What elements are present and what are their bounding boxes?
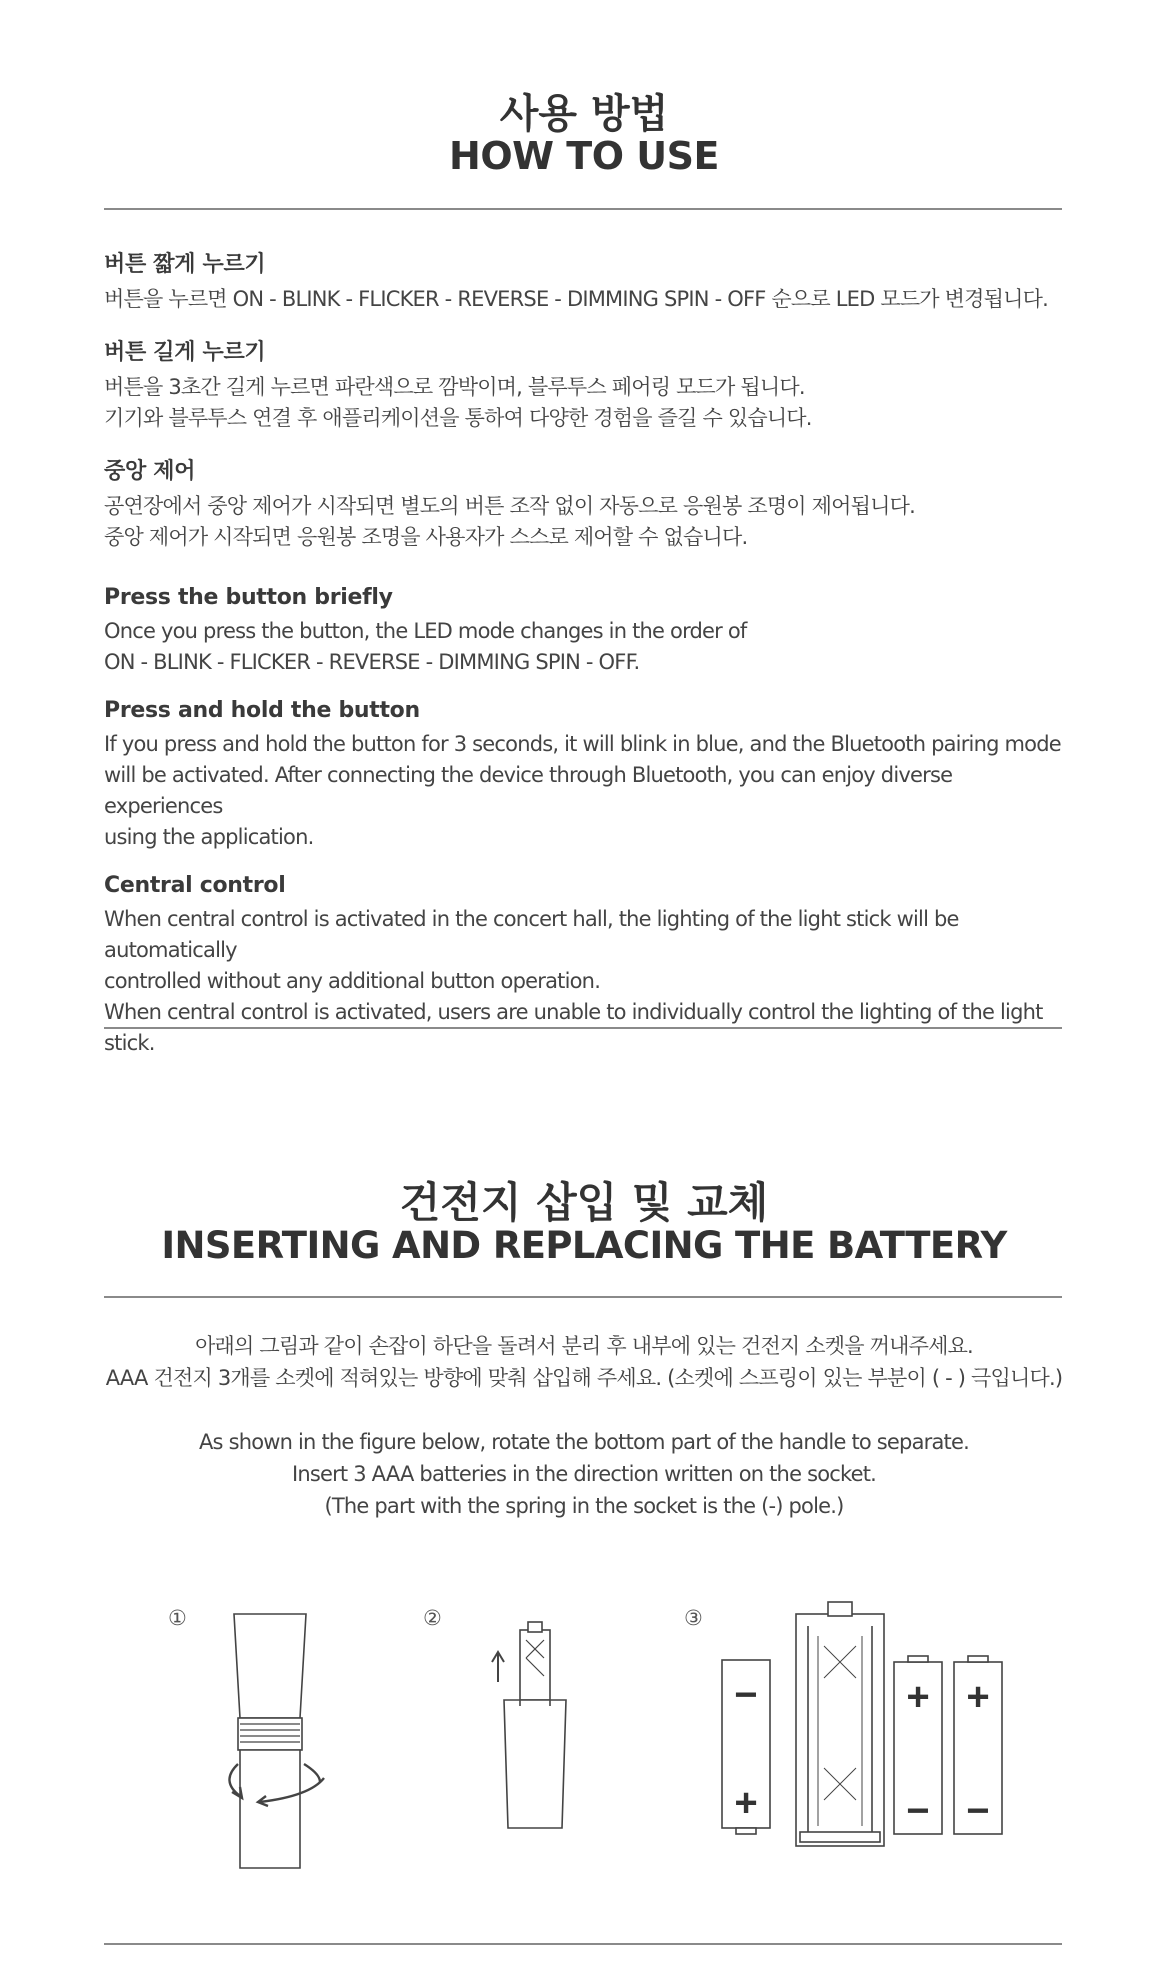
en-line: Once you press the button, the LED mode changes in the order of — [104, 619, 747, 643]
minus-sign: − — [966, 1789, 990, 1833]
en-line: When central control is activated in the concert hall, the lighting of the light stick will be automatically — [104, 907, 959, 962]
ko-line: 버튼을 누르면 ON - BLINK - FLICKER - REVERSE - DIMMING SPIN - OFF 순으로 LED 모드가 변경됩니다. — [104, 287, 1048, 311]
en-line: ON - BLINK - FLICKER - REVERSE - DIMMING SPIN - OFF. — [104, 650, 640, 674]
step-number-1: ① — [168, 1606, 187, 1630]
en-heading: Press the button briefly — [104, 585, 393, 610]
en-line: When central control is activated, users are unable to individually control the lighting of the light stick. — [104, 1000, 1043, 1055]
battery-title-en: INSERTING AND REPLACING THE BATTERY — [161, 1224, 1007, 1267]
ko-line: 기기와 블루투스 연결 후 애플리케이션을 통하여 다양한 경험을 즐길 수 있습니다. — [104, 406, 812, 430]
how-to-use-title-en: HOW TO USE — [449, 134, 719, 178]
divider — [104, 1296, 1062, 1298]
en-item-central-control — [104, 873, 1064, 1059]
divider — [104, 208, 1062, 210]
battery-en-line: Insert 3 AAA batteries in the direction written on the socket. — [291, 1462, 877, 1486]
en-heading: Central control — [104, 873, 286, 898]
ko-heading: 버튼 길게 누르기 — [104, 340, 266, 365]
ko-heading: 버튼 짧게 누르기 — [104, 252, 266, 277]
plus-sign: + — [966, 1675, 990, 1719]
ko-item-central-control — [104, 454, 1064, 553]
ko-item-short-press — [104, 247, 1064, 315]
ko-line: 공연장에서 중앙 제어가 시작되면 별도의 버튼 조작 없이 자동으로 응원봉 조명이 제어됩니다. — [104, 494, 915, 518]
en-line: If you press and hold the button for 3 seconds, it will blink in blue, and the Bluetooth pairing mode — [104, 732, 1061, 756]
step-number-2: ② — [423, 1606, 442, 1630]
step-number-3: ③ — [684, 1606, 703, 1630]
en-line: will be activated. After connecting the device through Bluetooth, you can enjoy diverse experiences — [104, 763, 953, 818]
how-to-use-title-ko: 사용 방법 — [499, 91, 669, 137]
divider — [104, 1027, 1062, 1029]
minus-sign: − — [906, 1789, 930, 1833]
minus-sign: − — [734, 1673, 758, 1717]
battery-en-line: As shown in the figure below, rotate the bottom part of the handle to separate. — [198, 1430, 969, 1454]
plus-sign: + — [734, 1781, 758, 1825]
ko-heading: 중앙 제어 — [104, 459, 196, 484]
en-line: controlled without any additional button operation. — [104, 969, 601, 993]
battery-title-ko: 건전지 삽입 및 교체 — [399, 1178, 769, 1227]
battery-en-instructions — [0, 1426, 1168, 1522]
rotate-handle-illustration — [200, 1606, 340, 1886]
battery-socket-illustration — [718, 1596, 1018, 1856]
en-instructions — [104, 585, 1064, 1059]
plus-sign: + — [906, 1675, 930, 1719]
en-heading: Press and hold the button — [104, 698, 420, 723]
battery-ko-instructions — [0, 1330, 1168, 1394]
divider — [104, 1943, 1062, 1945]
en-line: using the application. — [104, 825, 314, 849]
battery-en-line: (The part with the spring in the socket is the (-) pole.) — [324, 1494, 844, 1518]
ko-instructions — [104, 247, 1064, 553]
ko-line: 중앙 제어가 시작되면 응원봉 조명을 사용자가 스스로 제어할 수 없습니다. — [104, 525, 748, 549]
ko-line: 버튼을 3초간 길게 누르면 파란색으로 깜박이며, 블루투스 페어링 모드가 됩니다. — [104, 375, 805, 399]
en-item-short-press — [104, 585, 1064, 678]
en-item-long-press — [104, 698, 1064, 853]
ko-item-long-press — [104, 335, 1064, 434]
pull-socket-illustration — [480, 1620, 590, 1850]
battery-ko-line: 아래의 그림과 같이 손잡이 하단을 돌려서 분리 후 내부에 있는 건전지 소켓을 꺼내주세요. — [195, 1334, 973, 1358]
battery-ko-line: AAA 건전지 3개를 소켓에 적혀있는 방향에 맞춰 삽입해 주세요. (소켓에 스프링이 있는 부분이 ( - ) 극입니다.) — [105, 1366, 1063, 1390]
